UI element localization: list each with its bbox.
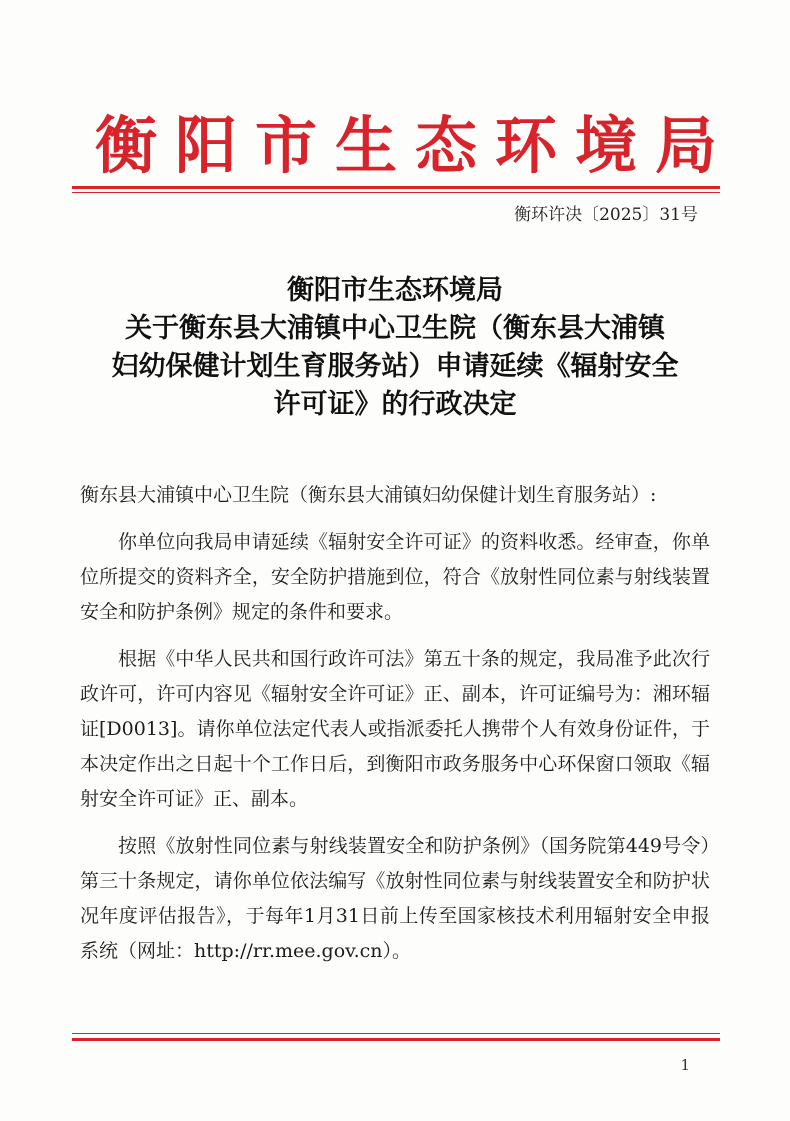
letterhead-title: 衡阳市生态环境局	[95, 109, 736, 182]
body-paragraph: 你单位向我局申请延续《辐射安全许可证》的资料收悉。经审查，你单位所提交的资料齐全，安全防护措施到位，符合《放射性同位素与射线装置安全和防护条例》规定的条件和要求。	[80, 531, 710, 623]
body-paragraph: 根据《中华人民共和国行政许可法》第五十条的规定，我局准予此次行政许可，许可内容见《辐射安全许可证》正、副本，许可证编号为：湘环辐证[D0013]。请你单位法定代表人或指派委托人携带个人有效身份证件，于本决定作出之日起十个工作日后，到衡阳市政务服务中心环保窗口领取《辐射安全许可证》正、副本。	[80, 648, 710, 810]
title-line: 衡阳市生态环境局	[287, 275, 503, 306]
title-line: 妇幼保健计划生育服务站）申请延续《辐射安全	[111, 351, 679, 382]
title-line: 许可证》的行政决定	[273, 389, 517, 420]
top-red-rule-thin	[72, 192, 720, 193]
page-number: 1	[680, 1056, 690, 1074]
title-line: 关于衡东县大浦镇中心卫生院（衡东县大浦镇	[125, 313, 665, 344]
document-body	[80, 478, 710, 981]
bottom-red-rule-thin	[72, 1033, 720, 1034]
document-number: 衡环许决〔2025〕31号	[514, 205, 698, 225]
bottom-red-rule-thick	[72, 1038, 720, 1041]
document-title	[80, 272, 710, 424]
addressee: 衡东县大浦镇中心卫生院（衡东县大浦镇妇幼保健计划生育服务站）:	[80, 484, 657, 506]
top-red-rule-thick	[72, 186, 720, 189]
body-paragraph: 按照《放射性同位素与射线装置安全和防护条例》（国务院第449号令）第三十条规定，请你单位依法编写《放射性同位素与射线装置安全和防护状况年度评估报告》，于每年1月31日前上传至国家核技术利用辐射安全申报系统（网址：http://rr.mee.gov.cn）。	[80, 835, 710, 962]
